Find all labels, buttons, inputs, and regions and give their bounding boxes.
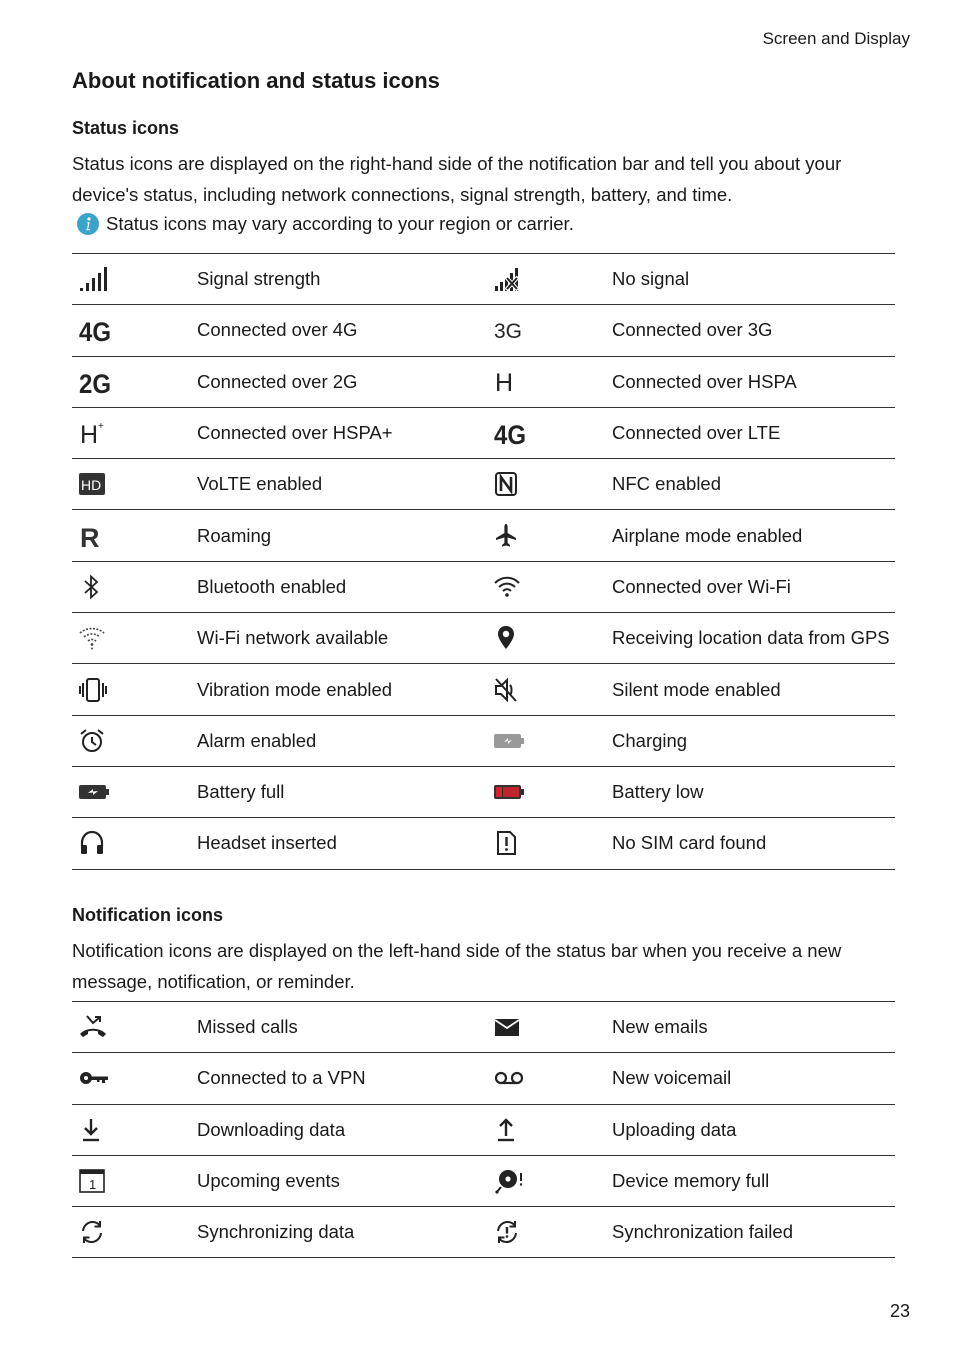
svg-text:R: R (80, 522, 100, 550)
notification-label: Synchronizing data (197, 1207, 487, 1258)
status-label: Connected over Wi-Fi (612, 561, 895, 612)
notification-label: Uploading data (612, 1104, 895, 1155)
note-text: Status icons may vary according to your region or carrier. (106, 213, 574, 234)
nfc-icon (493, 470, 519, 498)
table-row (72, 459, 895, 510)
table-row (72, 254, 895, 305)
notification-icons-heading: Notification icons (72, 905, 224, 925)
status-label: Connected over 2G (197, 356, 487, 407)
notification-icons-description: Notification icons are displayed on the left-hand side of the status bar when you receive a new message, notification, or reminder. (72, 940, 842, 992)
svg-text:4G: 4G (79, 317, 111, 346)
status-label: No signal (612, 254, 895, 305)
page-number: 23 (889, 1301, 910, 1321)
svg-text:+: + (98, 421, 104, 433)
status-label: Connected over LTE (612, 407, 895, 458)
page-title: About notification and status icons (72, 68, 440, 93)
alarm-icon (78, 727, 106, 755)
calendar-day: 1 (89, 1177, 97, 1193)
table-row (72, 1155, 895, 1206)
volte-hd-icon (78, 472, 106, 496)
wifi-available-icon (78, 625, 106, 651)
table-row (72, 1207, 895, 1258)
table-row (72, 613, 895, 664)
status-label: Roaming (197, 510, 487, 561)
status-label: Headset inserted (197, 818, 487, 869)
status-label: No SIM card found (612, 818, 895, 869)
table-row (72, 664, 895, 715)
location-pin-icon (493, 624, 519, 652)
status-label: Connected over 3G (612, 305, 895, 356)
notification-label: Connected to a VPN (197, 1053, 487, 1104)
table-row (72, 305, 895, 356)
status-label: Vibration mode enabled (197, 664, 487, 715)
battery-low-icon (493, 782, 525, 802)
svg-text:3G: 3G (494, 320, 522, 344)
headset-icon (78, 829, 106, 857)
vpn-key-icon (78, 1068, 110, 1088)
email-icon (493, 1016, 521, 1038)
signal-strength-icon (78, 265, 108, 293)
table-row (72, 510, 895, 561)
notification-icons-table (72, 1001, 895, 1258)
note (76, 212, 574, 236)
status-label: Battery low (612, 766, 895, 817)
battery-full-icon (78, 782, 110, 802)
lte-icon (493, 418, 527, 448)
info-icon (76, 212, 100, 236)
airplane-icon (493, 522, 519, 550)
no-sim-icon (493, 829, 519, 857)
status-label: Connected over HSPA (612, 356, 895, 407)
section-header: Screen and Display (762, 29, 910, 48)
table-row (72, 1002, 895, 1053)
notification-label: Upcoming events (197, 1155, 487, 1206)
status-label: Signal strength (197, 254, 487, 305)
notification-label: Synchronization failed (612, 1207, 895, 1258)
silent-icon (493, 676, 519, 704)
status-label: Connected over 4G (197, 305, 487, 356)
upload-icon (493, 1116, 519, 1144)
charging-icon (493, 731, 525, 751)
hspa-icon (493, 369, 517, 395)
no-signal-icon (493, 265, 521, 293)
status-label: Silent mode enabled (612, 664, 895, 715)
missed-call-icon (78, 1014, 108, 1040)
roaming-icon (78, 522, 104, 550)
calendar-icon (78, 1167, 106, 1195)
notification-label: Missed calls (197, 1002, 487, 1053)
vibration-icon (78, 676, 108, 704)
status-label: NFC enabled (612, 459, 895, 510)
svg-text:2G: 2G (79, 368, 111, 397)
table-row (72, 715, 895, 766)
status-label: Connected over HSPA+ (197, 407, 487, 458)
notification-label: New voicemail (612, 1053, 895, 1104)
svg-text:HD: HD (81, 477, 102, 494)
table-row (72, 356, 895, 407)
status-label: Receiving location data from GPS (612, 613, 895, 664)
status-label: Battery full (197, 766, 487, 817)
table-row (72, 766, 895, 817)
hspa-plus-icon (78, 419, 110, 447)
status-icons-table (72, 253, 895, 870)
table-row (72, 561, 895, 612)
svg-text:H: H (80, 421, 99, 448)
notification-label: New emails (612, 1002, 895, 1053)
status-label: VoLTE enabled (197, 459, 487, 510)
2g-icon (78, 367, 112, 397)
sync-failed-icon (493, 1218, 521, 1246)
svg-text:4G: 4G (494, 420, 526, 449)
download-icon (78, 1116, 104, 1144)
table-row (72, 1053, 895, 1104)
notification-label: Downloading data (197, 1104, 487, 1155)
memory-full-icon (493, 1167, 525, 1195)
4g-icon (78, 315, 112, 345)
table-row (72, 407, 895, 458)
table-row (72, 818, 895, 869)
notification-label: Device memory full (612, 1155, 895, 1206)
status-label: Alarm enabled (197, 715, 487, 766)
table-row (72, 1104, 895, 1155)
status-label: Bluetooth enabled (197, 561, 487, 612)
sync-icon (78, 1218, 106, 1246)
svg-text:H: H (495, 368, 514, 395)
3g-icon (493, 317, 525, 343)
wifi-icon (493, 574, 521, 600)
bluetooth-icon (78, 573, 104, 601)
status-icons-description: Status icons are displayed on the right-hand side of the notification bar and tell you about your device's status, including network connections, signal strength, battery, and time. (72, 153, 842, 205)
status-label: Charging (612, 715, 895, 766)
status-label: Wi-Fi network available (197, 613, 487, 664)
status-icons-heading: Status icons (72, 118, 180, 138)
voicemail-icon (493, 1068, 525, 1088)
status-label: Airplane mode enabled (612, 510, 895, 561)
